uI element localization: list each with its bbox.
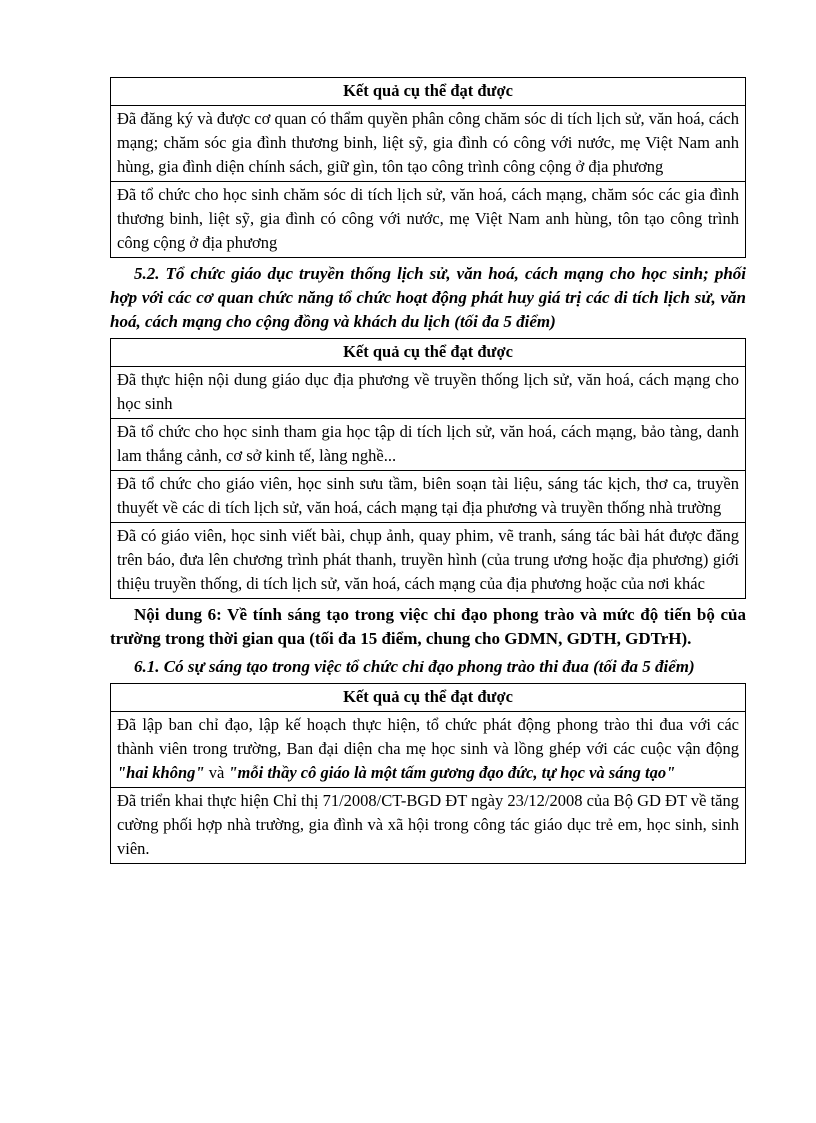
document-page bbox=[110, 77, 746, 864]
results-table-5-1 bbox=[110, 77, 746, 258]
row-text-and: và bbox=[204, 763, 229, 782]
table-header: Kết quả cụ thể đạt được bbox=[111, 78, 746, 106]
table-row bbox=[111, 712, 746, 788]
table-row: Đã đăng ký và được cơ quan có thẩm quyền phân công chăm sóc di tích lịch sử, văn hoá, cách mạng; chăm sóc gia đình thương binh, liệt sỹ, gia đình có công với nước, mẹ Việt Nam anh hùng, gia đình diện chính sách, giữ gìn, tôn tạo công trình công cộng ở địa phương bbox=[111, 106, 746, 182]
table-row: Đã tổ chức cho học sinh chăm sóc di tích lịch sử, văn hoá, cách mạng, chăm sóc các gia đình thương binh, liệt sỹ, gia đình có công với nước, mẹ Việt Nam anh hùng, tôn tạo công trình công cộng ở địa phương bbox=[111, 182, 746, 258]
section-heading-6-1: 6.1. Có sự sáng tạo trong việc tổ chức chỉ đạo phong trào thi đua (tối đa 5 điểm) bbox=[134, 657, 695, 676]
row-text: Đã lập ban chỉ đạo, lập kế hoạch thực hiện, tổ chức phát động phong trào thi đua với các thành viên trong trường, Ban đại diện cha mẹ học sinh và lồng ghép với các cuộc vận động bbox=[117, 715, 739, 758]
content-heading-6: Nội dung 6: Về tính sáng tạo trong việc chỉ đạo phong trào và mức độ tiến bộ của trường trong thời gian qua (tối đa 15 điểm, chung cho GDMN, GDTH, GDTrH). bbox=[110, 605, 746, 648]
table-row: Đã triển khai thực hiện Chỉ thị 71/2008/CT-BGD ĐT ngày 23/12/2008 của Bộ GD ĐT về tăng cường phối hợp nhà trường, gia đình và xã hội trong công tác giáo dục trẻ em, học sinh, sinh viên. bbox=[111, 788, 746, 864]
table-header: Kết quả cụ thể đạt được bbox=[111, 684, 746, 712]
results-table-6-1 bbox=[110, 683, 746, 864]
table-row: Đã thực hiện nội dung giáo dục địa phương về truyền thống lịch sử, văn hoá, cách mạng cho học sinh bbox=[111, 367, 746, 419]
section-heading-5-2: 5.2. Tổ chức giáo dục truyền thống lịch sử, văn hoá, cách mạng cho học sinh; phối hợp với các cơ quan chức năng tổ chức hoạt động phát huy giá trị các di tích lịch sử, văn hoá, cách mạng cho cộng đồng và khách du lịch (tối đa 5 điểm) bbox=[110, 264, 746, 331]
table-row: Đã tổ chức cho học sinh tham gia học tập di tích lịch sử, văn hoá, cách mạng, bảo tàng, danh lam thắng cảnh, cơ sở kinh tế, làng nghề... bbox=[111, 419, 746, 471]
table-row: Đã tổ chức cho giáo viên, học sinh sưu tầm, biên soạn tài liệu, sáng tác kịch, thơ ca, truyền thuyết về các di tích lịch sử, văn hoá, cách mạng tại địa phương và truyền thống nhà trường bbox=[111, 471, 746, 523]
quote-moi-thay-co: "mỗi thầy cô giáo là một tấm gương đạo đức, tự học và sáng tạo" bbox=[228, 763, 676, 782]
table-header: Kết quả cụ thể đạt được bbox=[111, 339, 746, 367]
quote-hai-khong: "hai không" bbox=[117, 763, 205, 782]
table-row: Đã có giáo viên, học sinh viết bài, chụp ảnh, quay phim, vẽ tranh, sáng tác bài hát được đăng trên báo, đưa lên chương trình phát thanh, truyền hình (của trung ương hoặc địa phương) giới thiệu truyền thống, di tích lịch sử, văn hoá, cách mạng của địa phương hoặc của nơi khác bbox=[111, 523, 746, 599]
results-table-5-2 bbox=[110, 338, 746, 599]
